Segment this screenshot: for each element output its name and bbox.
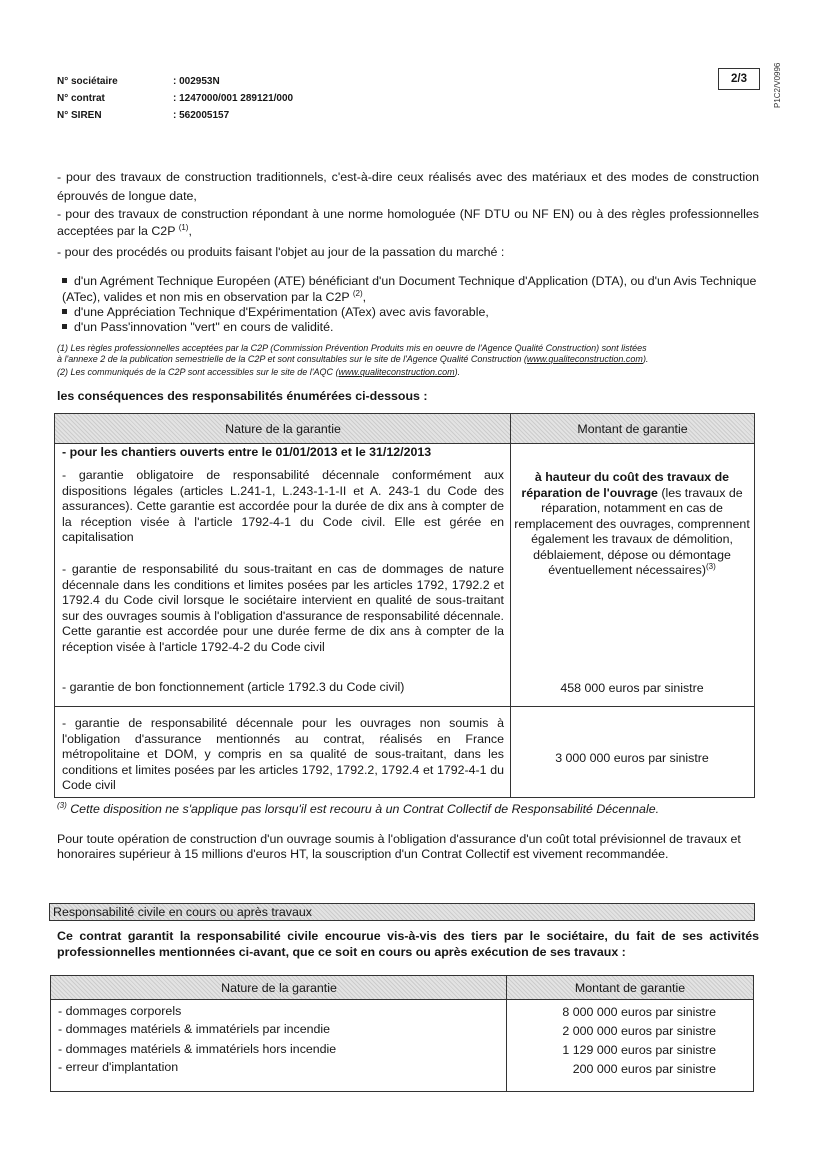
table2-row-amount: 200 000 euros par sinistre [572, 1062, 716, 1076]
collective-contract-paragraph: Pour toute opération de construction d'un ouvrage soumis à l'obligation d'assurance d'un coût total prévisionnel de travaux et honoraires supérieur à 15 millions d'euros HT, la souscription d'un Contrat Collectif est vivement recommandée. [57, 832, 741, 861]
table2-column-divider [506, 976, 507, 1091]
table2-row-amount: 2 000 000 euros par sinistre [562, 1024, 716, 1038]
table2-header-montant: Montant de garantie [507, 976, 753, 1000]
footnote-1-link[interactable]: www.qualiteconstruction.com [526, 353, 643, 364]
table1-header-nature: Nature de la garantie [55, 414, 511, 444]
footnote-3-ref: (3) [57, 800, 67, 810]
contrat-value: : 1247000/001 289121/000 [173, 93, 294, 104]
table1-row-decennale: - garantie obligatoire de responsabilité décennale conformément aux dispositions légales (articles L.241-1, L.243-1-1-II et A. 243-1 du Code des assurances). Cette garantie est accordée pour la durée de dix ans à compter de la réception visée à l'article 1792-4-1 du Code civil. Elle est gérée en capitalisation [62, 468, 504, 544]
table2-header-nature: Nature de la garantie [51, 976, 507, 1000]
header-row-societaire [57, 76, 220, 88]
footnote-ref-2: (2) [352, 288, 363, 298]
footnote-ref-1: (1) [178, 222, 189, 232]
header-row-contrat [57, 93, 293, 105]
footnote-2-text: (2) Les communiqués de la C2P sont accessibles sur le site de l'AQC ( [57, 367, 339, 377]
table2-row-nature: - erreur d'implantation [58, 1060, 179, 1074]
bullet-pass-innovation [62, 320, 758, 335]
rc-paragraph: Ce contrat garantit la responsabilité civile encourue vis-à-vis des tiers par le sociétaire, du fait de ses activités professionnelles mentionnées ci-avant, que ce soit en cours ou après exécution de ses travaux : [57, 929, 759, 959]
amount-reparation-bold: à hauteur du coût des travaux de réparation de l'ouvrage [521, 470, 730, 500]
footnote-1-line-2 [57, 354, 759, 365]
footnote-3 [57, 802, 759, 817]
societaire-value: : 002953N [173, 76, 220, 87]
section-title: Responsabilité civile en cours ou après travaux [53, 905, 312, 919]
siren-label: N° SIREN [57, 110, 102, 121]
table1-amount-bon-fonctionnement: 458 000 euros par sinistre [560, 681, 704, 695]
intro-paragraph-1: - pour des travaux de construction traditionnels, c'est-à-dire ceux réalisés avec des matériaux et des modes de construction éprouvés de longue date, [57, 170, 759, 203]
bullet-square-icon [62, 309, 67, 314]
footnote-1-text: à l'annexe 2 de la publication semestrielle de la C2P et sont consultables sur le site de l'Agence Qualité Construction ( [57, 353, 527, 364]
table1-row-non-soumis: - garantie de responsabilité décennale pour les ouvrages non soumis à l'obligation d'assurance mentionnés au contrat, réalisés en France métropolitaine et DOM, y compris en sa qualité de sous-traitant, dans les conditions et limites posées par les articles 1792, 1792.2, 1792.4 et 1792-4-1 du Code civil [62, 716, 504, 792]
amount-reparation-detail: (les travaux de réparation, notamment en cas de remplacement des ouvrages, comprennent également les travaux de démolition, déblaiement, dépose ou démontage éventuellement nécessaires) [514, 485, 750, 577]
footnote-2 [57, 367, 759, 378]
table2-row-nature: - dommages matériels & immatériels par incendie [58, 1022, 331, 1036]
table2-row-amount: 1 129 000 euros par sinistre [562, 1043, 716, 1057]
header-row-siren [57, 110, 229, 122]
table1-amount-non-soumis: 3 000 000 euros par sinistre [555, 751, 709, 765]
intro-p2-end: , [188, 224, 192, 238]
table1-row-sous-traitant: - garantie de responsabilité du sous-traitant en cas de dommages de nature décennale dans les conditions et limites posées par les articles 1792, 1792.2 et 1792.4 du Code civil lorsque le sociétaire intervient en qualité de sous-traitant sur des ouvrages soumis à l'obligation d'assurance de responsabilité décennale. Cette garantie est accordée pour une durée ferme de dix ans à compter de la réception visée à l'article 1792-4-2 du Code civil [62, 562, 504, 654]
intro-paragraph-3: - pour des procédés ou produits faisant l'objet au jour de la passation du marché : [57, 245, 505, 259]
intro-paragraph-2 [57, 206, 759, 240]
table2-row-nature: - dommages corporels [58, 1004, 182, 1018]
section-title-bar [49, 903, 755, 921]
bullet-atex [62, 305, 758, 320]
table1-header-montant: Montant de garantie [511, 414, 754, 444]
footnote-2-link[interactable]: www.qualiteconstruction.com [338, 367, 455, 377]
bullet-square-icon [62, 324, 67, 329]
table1-row-divider [55, 706, 754, 707]
table1-period: - pour les chantiers ouverts entre le 01/01/2013 et le 31/12/2013 [62, 445, 432, 459]
side-code: P1C2/V0996 [773, 62, 782, 108]
bullet-square-icon [62, 278, 67, 283]
footnote-3-text: Cette disposition ne s'applique pas lorsqu'il est recouru à un Contrat Collectif de Responsabilité Décennale. [66, 802, 660, 816]
societaire-label: N° sociétaire [57, 76, 118, 87]
bullet-pass-text: d'un Pass'innovation "vert" en cours de validité. [74, 320, 334, 334]
bullet-ate-end: , [362, 289, 367, 304]
bullet-ate [62, 274, 758, 305]
intro-p2-text: - pour des travaux de construction répondant à une norme homologuée (NF DTU ou NF EN) ou à des règles professionnelles acceptées par la C2P [57, 207, 759, 238]
footnote-1 [57, 343, 759, 364]
page-number: 2/3 [718, 68, 760, 90]
bullet-ate-text: d'un Agrément Technique Européen (ATE) bénéficiant d'un Document Technique d'Application (DTA), ou d'un Avis Technique (ATec), valides et non mis en observation par la C2P [62, 274, 757, 304]
footnote-1-line-1: (1) Les règles professionnelles acceptées par la C2P (Commission Prévention Produits mis en oeuvre de l'Agence Qualité Construction) sont listées [57, 343, 647, 353]
table2-row-nature: - dommages matériels & immatériels hors incendie [58, 1042, 337, 1056]
contrat-label: N° contrat [57, 93, 105, 104]
table1-amount-reparation [514, 470, 750, 579]
bullet-atex-text: d'une Appréciation Technique d'Expérimentation (ATex) avec avis favorable, [74, 305, 489, 319]
table1-column-divider [510, 414, 511, 797]
table1-row-bon-fonctionnement: - garantie de bon fonctionnement (article 1792.3 du Code civil) [62, 680, 405, 694]
footnote-ref-3: (3) [705, 561, 716, 571]
consequences-heading: les conséquences des responsabilités énumérées ci-dessous : [57, 389, 428, 403]
siren-value: : 562005157 [173, 110, 230, 121]
footnote-1-end: ). [642, 353, 649, 364]
footnote-2-end: ). [454, 367, 461, 377]
table2-row-amount: 8 000 000 euros par sinistre [562, 1005, 716, 1019]
